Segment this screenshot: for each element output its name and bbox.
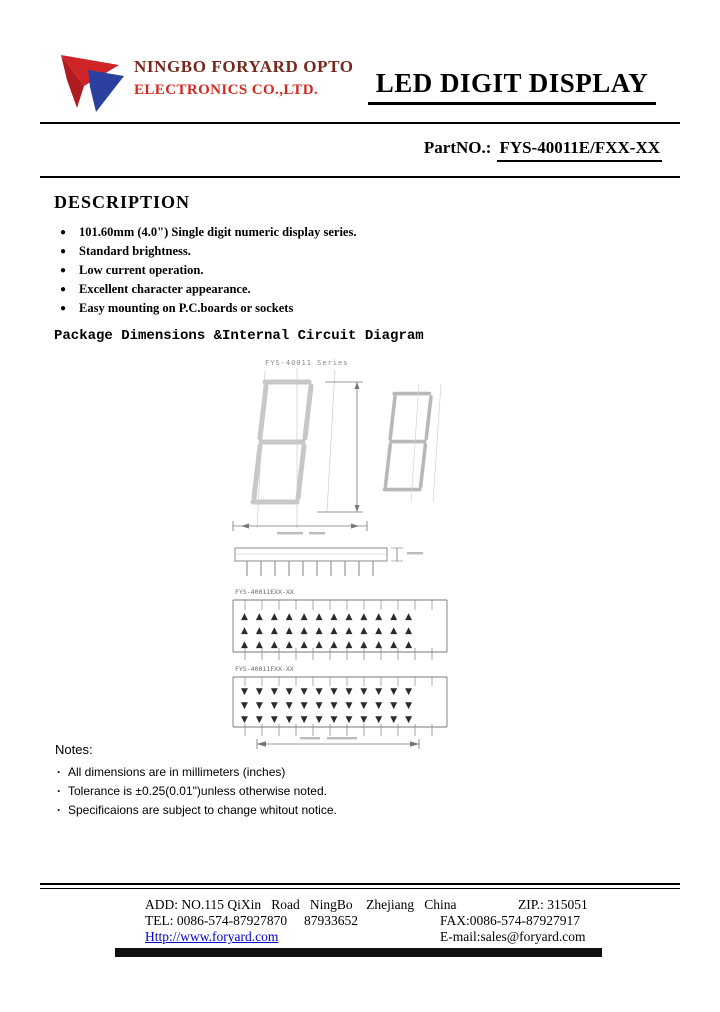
notes-list (57, 766, 337, 823)
pins (247, 561, 373, 576)
bullet-icon: ● (60, 303, 67, 314)
description-bullet (60, 302, 356, 315)
led-row: ▲▲▲▲▲▲▲▲▲▲▲▲ (241, 640, 421, 650)
bullet-icon: ● (60, 284, 67, 295)
dimension-text-mark (277, 532, 325, 534)
diagram-series-label: FYS-40011 Series (265, 359, 349, 367)
footer-email: E-mail:sales@foryard.com (440, 929, 586, 944)
note-text: Specificaions are subject to change whitout notice. (68, 803, 337, 817)
package-diagram (205, 352, 525, 752)
footer-address: ADD: NO.115 QiXin Road NingBo Zhejiang China (145, 897, 457, 912)
package-section-heading: Package Dimensions &Internal Circuit Diagram (54, 328, 424, 344)
note-text: All dimensions are in millimeters (inches) (68, 765, 286, 779)
dimension-line-bottom (257, 739, 419, 749)
company-name-line1: NINGBO FORYARD OPTO (134, 57, 354, 76)
part-number-row (424, 138, 662, 162)
company-name-block (134, 57, 354, 99)
description-bullet-text: Easy mounting on P.C.boards or sockets (79, 301, 294, 315)
description-bullet (60, 264, 356, 277)
footer-tel: TEL: 0086-574-87927870 87933652 (145, 913, 358, 928)
company-logo (58, 52, 128, 114)
model-e-label: FYS-40011EXX-XX (235, 588, 294, 596)
side-profile (235, 548, 403, 561)
description-bullet (60, 245, 356, 258)
circuit-diagram-e (233, 600, 447, 660)
led-row: ▲▲▲▲▲▲▲▲▲▲▲▲ (241, 626, 421, 636)
led-row: ▲▲▲▲▲▲▲▲▲▲▲▲ (241, 612, 421, 622)
footer-website-link[interactable]: Http://www.foryard.com (145, 929, 279, 944)
footer-fax: FAX:0086-574-87927917 (440, 913, 580, 928)
led-row: ▼▼▼▼▼▼▼▼▼▼▼▼ (241, 687, 421, 697)
note-item (57, 785, 337, 797)
bullet-icon: ● (60, 265, 67, 276)
note-item (57, 766, 337, 778)
description-heading: DESCRIPTION (54, 192, 191, 212)
divider (40, 888, 680, 889)
note-bullet-icon: · (57, 803, 61, 817)
description-bullet-text: Low current operation. (79, 263, 204, 277)
company-name-line2: ELECTRONICS CO.,LTD. (134, 82, 319, 98)
footer-bar (115, 948, 602, 957)
description-bullet-text: 101.60mm (4.0") Single digit numeric display series. (79, 225, 357, 239)
description-bullet-list (60, 226, 356, 321)
footer-zip: ZIP.: 315051 (518, 897, 588, 912)
notes-heading: Notes: (55, 742, 93, 757)
note-item (57, 804, 337, 816)
circuit-diagram-f (233, 677, 447, 736)
description-bullet (60, 283, 356, 296)
bullet-icon: ● (60, 246, 67, 257)
led-row: ▼▼▼▼▼▼▼▼▼▼▼▼ (241, 715, 421, 725)
led-row: ▼▼▼▼▼▼▼▼▼▼▼▼ (241, 701, 421, 711)
note-bullet-icon: · (57, 765, 61, 779)
part-number-value: FYS-40011E/FXX-XX (497, 138, 662, 162)
bullet-icon: ● (60, 227, 67, 238)
description-bullet (60, 226, 356, 239)
dimension-line-horizontal (233, 521, 367, 531)
page-title: LED DIGIT DISPLAY (368, 68, 656, 105)
divider (40, 122, 680, 124)
divider (40, 883, 680, 885)
description-bullet-text: Standard brightness. (79, 244, 191, 258)
note-text: Tolerance is ±0.25(0.01")unless otherwise noted. (68, 784, 327, 798)
description-bullet-text: Excellent character appearance. (79, 282, 251, 296)
divider (40, 176, 680, 178)
dimension-line-vertical (317, 382, 363, 512)
model-f-label: FYS-40011FXX-XX (235, 665, 294, 673)
part-number-label: PartNO.: (423, 138, 492, 157)
digit-side-view (385, 394, 431, 490)
note-bullet-icon: · (57, 784, 61, 798)
